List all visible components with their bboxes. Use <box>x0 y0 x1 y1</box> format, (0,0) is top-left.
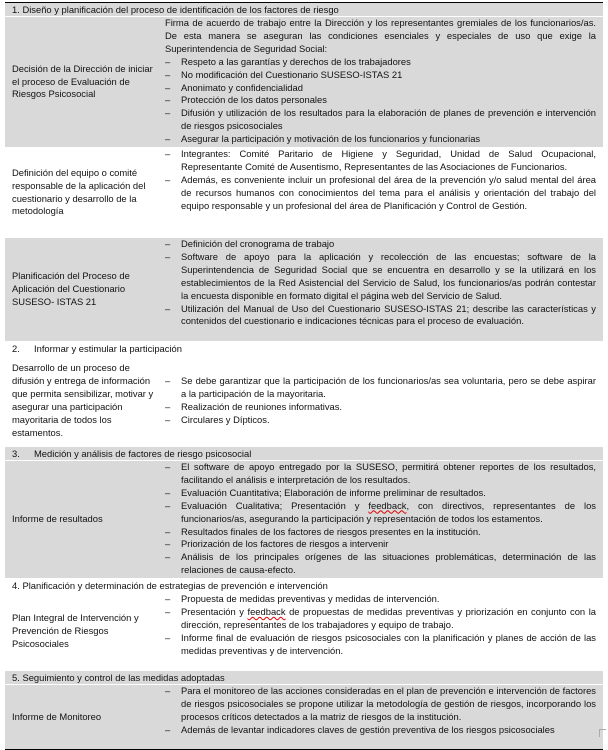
table-row <box>5 685 603 749</box>
list-item: – Análisis de los principales orígenes de las situaciones problemáticas, determinación de las relaciones de causa-efecto. <box>165 551 596 576</box>
table-row <box>5 461 603 579</box>
table-row <box>5 356 603 447</box>
page-corner-marker <box>599 729 606 737</box>
list-item: – Informe final de evaluación de riesgos psicosociales con la planificación y planes de acción de las medidas preventivas y de intervención. <box>165 631 596 656</box>
list-item: – No modificación del Cuestionario SUSESO-ISTAS 21 <box>165 68 403 80</box>
row-label: Informe de resultados <box>12 513 103 525</box>
row-label: Plan Integral de Intervención y Prevención de Riesgos Psicosociales <box>12 612 139 649</box>
section-number: 3. <box>12 448 20 459</box>
section-title: Planificación y determinación de estrategias de prevención e intervención <box>22 580 328 591</box>
list-item: – Además de levantar indicadores claves de gestión preventiva de los riesgos psicosociales <box>165 723 555 735</box>
table-row <box>5 238 603 342</box>
list-item: – Evaluación Cualitativa; Presentación y feedback, con directivos, representantes de los funcionarios/as, asegurando la participación y representación de todos los estamentos. <box>165 499 596 524</box>
list-item: – Respeto a las garantías y derechos de los trabajadores <box>165 55 411 67</box>
section-number: 1. <box>12 4 20 15</box>
list-item: – Se debe garantizar que la participación de los funcionarios/as sea voluntaria, pero se debe aspirar a la participación de la mayoritaria. <box>165 375 596 400</box>
list-item: – Software de apoyo para la aplicación y recolección de las encuestas; software de la Superintendencia de Seguridad Social que se encuentra en desarrollo y se la utilizará en los establecimientos de la Red Asistencial del Servicio de Salud, los funcionarios/as podrán contestar la encuesta disponible en formato digital el página web del Servicio de Salud. <box>165 250 596 301</box>
list-item: – Utilización del Manual de Uso del Cuestionario SUSESO-ISTAS 21; describe las características y contenidos del cuestionario e indicaciones técnicas para el proceso de evaluación. <box>165 302 596 327</box>
list-item: – Asegurar la participación y motivación de los funcionarios y funcionarias <box>165 133 481 145</box>
table-row <box>5 593 603 671</box>
list-item: – Presentación y feedback de propuestas de medidas preventivas y priorización en conjunto con la dirección, representantes de los trabajadores y equipo de trabajo. <box>165 605 596 630</box>
section-header-5 <box>5 671 603 685</box>
table-row <box>5 17 603 148</box>
table-row <box>5 148 603 238</box>
section-header-3 <box>5 447 603 461</box>
row-label: Definición del equipo o comité responsable de la aplicación del cuestionario y desarrollo de la metodología <box>12 166 146 217</box>
list-item: – Propuesta de medidas preventivas y medidas de intervención. <box>165 593 440 604</box>
row-label: Informe de Monitoreo <box>12 710 102 722</box>
list-item: – Protección de los datos personales <box>165 94 327 106</box>
list-item: – Evaluación Cuantitativa; Elaboración de informe preliminar de resultados. <box>165 486 486 498</box>
section-number: 2. <box>12 343 20 354</box>
section-title: Informar y estimular la participación <box>34 343 182 354</box>
list-item: – Priorización de los factores de riesgos a intervenir <box>165 538 389 550</box>
list-item: – Realización de reuniones informativas. <box>165 401 343 412</box>
process-table <box>5 2 603 750</box>
section-title: Diseño y planificación del proceso de identificación de los factores de riesgo <box>22 4 339 15</box>
section-number: 4. <box>12 580 20 591</box>
list-item: – Definición del cronograma de trabajo <box>165 238 335 249</box>
list-item: – Integrantes: Comité Paritario de Higiene y Seguridad, Unidad de Salud Ocupacional, Representante Comité de Ausentismo, Representantes de las Asociaciones de Funcionarios. <box>165 148 596 172</box>
list-item: – Difusión y utilización de los resultados para la elaboración de planes de prevención e intervención de riesgos psicosociales <box>165 107 596 132</box>
section-header-4 <box>5 579 603 593</box>
list-item: – Además, es conveniente incluir un profesional del área de la prevención y/o salud mental del área de recursos humanos con conocimientos del tema para el análisis y orientación del trabajo del equipo responsable y un profesional del área de Planificación y Control de Gestión. <box>165 173 596 211</box>
row-label: Decisión de la Dirección de iniciar el proceso de Evaluación de Riesgos Psicosocial <box>12 62 153 100</box>
section-title: Seguimiento y control de las medidas adoptadas <box>22 672 225 683</box>
section-header-2 <box>5 342 603 356</box>
list-item: – Resultados finales de los factores de riesgos presentes en la institución. <box>165 525 481 537</box>
list-item: – El software de apoyo entregado por la SUSESO, permitirá obtener reportes de los resultados, facilitando el análisis e interpretación de los resultados. <box>165 461 596 485</box>
row-intro: Firma de acuerdo de trabajo entre la Dirección y los representantes gremiales de los funcionarios/as. De esta manera se aseguran las condiciones esenciales y especiales de uso que exige la Superintendencia de Seguridad Social: <box>165 17 596 54</box>
section-header-1 <box>5 3 603 17</box>
section-title: Medición y análisis de factores de riesgo psicosocial <box>34 448 252 459</box>
row-label: Desarrollo de un proceso de difusión y entrega de información que permita sensibilizar, motivar y asegurar una participación mayoritaria de todos los estamentos. <box>12 362 154 438</box>
list-item: – Anonimato y confidencialidad <box>165 81 303 93</box>
section-number: 5. <box>12 672 20 683</box>
row-label: Planificación del Proceso de Aplicación del Cuestionario SUSESO- ISTAS 21 <box>12 270 130 307</box>
list-item: – Para el monitoreo de las acciones consideradas en el plan de prevención e intervención de factores de riesgos psicosociales se propone utilizar la metodología de gestión de riesgos, incorporando los procesos críticos detectados a la matriz de riesgos de la institución. <box>165 685 596 722</box>
list-item: – Circulares y Dípticos. <box>165 413 270 425</box>
